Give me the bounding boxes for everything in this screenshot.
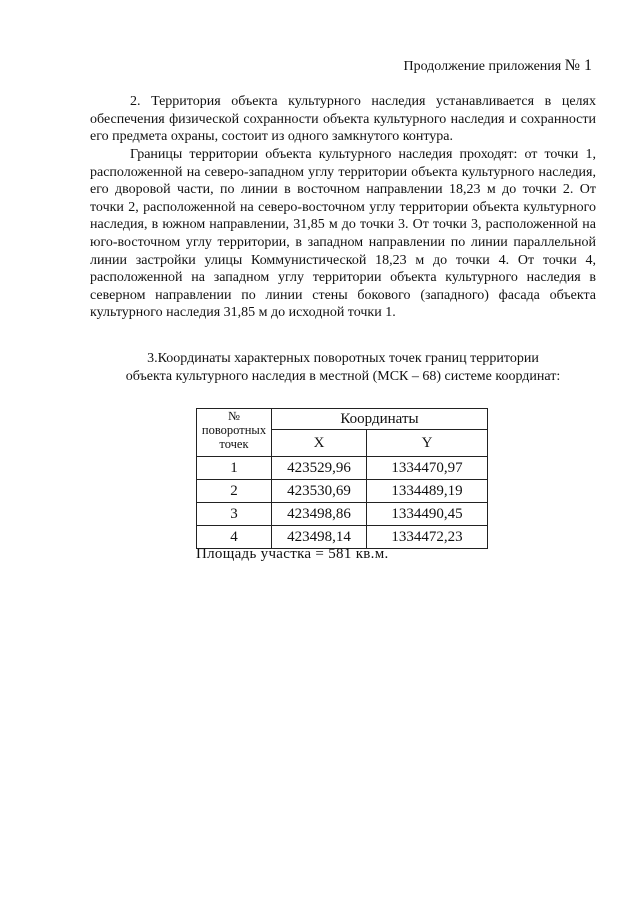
- page-header: [403, 57, 592, 75]
- section2-paragraph1: 2. Территория объекта культурного наследия устанавливается в целях обеспечения физической сохранности объекта культурного наследия и сохранности его предмета охраны, состоит из одного замкнутого контура.: [90, 94, 596, 145]
- column-header-y: Y: [367, 430, 488, 457]
- section3-heading: [90, 350, 596, 386]
- cell-x: 423530,69: [272, 480, 367, 503]
- cell-x: 423498,14: [272, 526, 367, 549]
- area-summary: Площадь участка = 581 кв.м.: [196, 546, 389, 562]
- cell-y: 1334472,23: [367, 526, 488, 549]
- cell-point-number: 1: [197, 457, 272, 480]
- column-header-point-number: № поворотных точек: [197, 409, 272, 457]
- cell-y: 1334489,19: [367, 480, 488, 503]
- header-number: № 1: [564, 57, 592, 74]
- cell-point-number: 4: [197, 526, 272, 549]
- section2-paragraph2: Границы территории объекта культурного наследия проходят: от точки 1, расположенной на северо-западном углу территории объекта культурного наследия, его дворовой части, по линии в восточном направлении 18,23 м до точки 2. От точки 2, расположенной на северо-восточном углу территории объекта культурного наследия, в южном направлении, 31,85 м до точки 3. От точки 3, расположенной на юго-восточном углу территории, в западном направлении по линии параллельной линии застройки улицы Коммунистической 18,23 м до точки 4. От точки 4, расположенной на западном углу территории объекта культурного наследия в северном направлении по линии стены бокового (западного) фасада объекта культурного наследия 31,85 м до исходной точки 1.: [90, 147, 596, 321]
- table-row: [197, 480, 488, 503]
- header-label: Продолжение приложения: [403, 59, 562, 74]
- column-header-coordinates: Координаты: [272, 409, 488, 430]
- section3-heading-line2: объекта культурного наследия в местной (МСК – 68) системе координат:: [125, 369, 561, 384]
- cell-y: 1334470,97: [367, 457, 488, 480]
- cell-x: 423498,86: [272, 503, 367, 526]
- coordinates-table: [196, 408, 488, 549]
- section3-heading-line1: 3.Координаты характерных поворотных точек границ территории: [147, 351, 539, 366]
- cell-point-number: 3: [197, 503, 272, 526]
- column-header-x: X: [272, 430, 367, 457]
- table-row: [197, 503, 488, 526]
- cell-x: 423529,96: [272, 457, 367, 480]
- table-row: [197, 457, 488, 480]
- cell-y: 1334490,45: [367, 503, 488, 526]
- cell-point-number: 2: [197, 480, 272, 503]
